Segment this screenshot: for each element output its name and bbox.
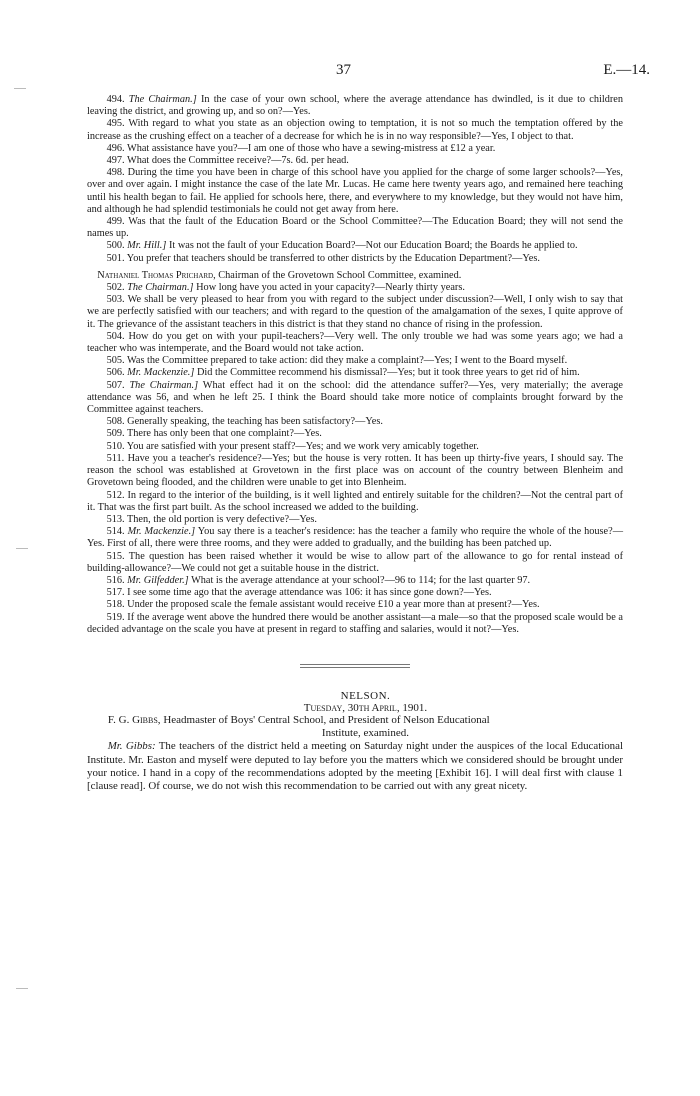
question-number: 497.: [106, 155, 125, 167]
question-519: [87, 612, 623, 636]
nelson-speaker: Mr. Gibbs:: [107, 740, 156, 753]
question-number: 514.: [106, 526, 125, 538]
question-text: Have you a teacher's residence?—Yes; but the house is very rotten. It has been up thirty-five years, I should say. The reason the school was established at Grovetown in the first place was on account of the country between Blenheim and Grovetown being flooded, and the children were unable to get into Blenheim.: [87, 452, 624, 489]
question-text: What is the average attendance at your school?—96 to 114; for the last quarter 97.: [191, 574, 531, 586]
margin-mark: [16, 988, 28, 989]
question-number: 496.: [106, 142, 125, 154]
question-512: [87, 490, 623, 514]
question-494: [87, 94, 623, 118]
question-516: [87, 575, 623, 587]
question-503: [87, 294, 623, 331]
question-number: 519.: [106, 611, 125, 623]
question-text: Was that the fault of the Education Board or the School Committee?—The Education Board; they will not send the names up.: [87, 216, 623, 240]
question-number: 500.: [106, 240, 125, 252]
evidence-section-1: [87, 94, 623, 265]
question-text: In the case of your own school, where the average attendance has dwindled, is it due to children leaving the district, and growing up, and so on?—Yes.: [87, 94, 623, 118]
question-text: How long have you acted in your capacity?—Nearly thirty years.: [196, 282, 465, 294]
question-text: Generally speaking, the teaching has been satisfactory?—Yes.: [127, 416, 383, 428]
question-number: 504.: [106, 330, 125, 342]
question-495: [87, 118, 623, 142]
question-text: You say there is a teacher's residence: has the teacher a family who require the whole of the house?—Yes. First of all, there were three rooms, and they were added to gradually, and the building has been patched up.: [87, 526, 623, 550]
question-text: Was the Committee prepared to take action: did they make a complaint?—Yes; I went to the Board myself.: [126, 355, 568, 367]
question-number: 511.: [106, 452, 125, 464]
witness-heading: [87, 270, 623, 282]
nelson-statement-text: The teachers of the district held a meeting on Saturday night under the auspices of the local Educational Institute. Mr. Easton and myself were deputed to lay before you the matters which we considered should be brought under your notice. I hand in a copy of the recommendations adopted by the meeting [Exhibit 16]. I will deal first with clause 1 [clause read]. Of course, we do not wish this recommendation to be carried out with any great nicety.: [87, 740, 623, 793]
question-510: [87, 441, 623, 453]
question-number: 499.: [106, 216, 125, 228]
nelson-witness-description-cont: Institute, examined.: [321, 727, 409, 740]
page-header: [0, 62, 700, 82]
question-514: [87, 526, 623, 550]
question-502: [87, 282, 623, 294]
question-number: 508.: [106, 416, 125, 428]
question-number: 510.: [106, 440, 125, 452]
question-497: [87, 155, 623, 167]
question-text: How do you get on with your pupil-teachers?—Very well. The only trouble we had was some years ago; we had a teacher who was intemperate, and the Board would not take action.: [87, 330, 623, 355]
evidence-section-2: [87, 282, 623, 636]
question-number: 495.: [106, 118, 125, 130]
question-number: 512.: [106, 489, 125, 501]
question-number: 503.: [106, 294, 125, 306]
page-body: [87, 94, 623, 794]
speaker: Mr. Mackenzie.]: [127, 526, 196, 538]
speaker: Mr. Gilfedder.]: [127, 574, 189, 586]
question-text: During the time you have been in charge of this school have you applied for the charge of some larger schools?—Yes, over and over again. I might instance the case of the late Mr. Lucas. He came here twenty years ago, and remained here teaching until his health began to fail. He applied for schools here, there, and everywhere to my knowledge, but they would not have him, and although he had splendid testimonials he could not get away from here.: [87, 167, 623, 215]
margin-mark: [16, 548, 28, 549]
question-499: [87, 216, 623, 240]
question-number: 502.: [106, 282, 125, 294]
question-number: 517.: [106, 587, 125, 599]
question-number: 513.: [106, 513, 125, 525]
question-496: [87, 143, 623, 155]
question-text: If the average went above the hundred there would be another assistant—a male—so that the proposed scale would be a decided advantage on the scale you have at present in regard to staffing and salaries, would it not?—Yes.: [87, 611, 624, 635]
question-text: It was not the fault of your Education Board?—Not our Education Board; the Boards he applied to.: [168, 240, 578, 252]
question-text: You are satisfied with your present staff?—Yes; and we work very amicably together.: [126, 440, 479, 452]
question-text: What effect had it on the school: did the attendance suffer?—Yes, very materially; the average attendance was 56, and when he left 25. I think the Board should take more notice of complaints brought forward by the Committee against teachers.: [87, 379, 623, 416]
question-number: 501.: [106, 252, 125, 264]
witness-description: Chairman of the Grovetown School Committee, examined.: [218, 269, 462, 281]
question-text: The question has been raised whether it would be wise to allow part of the allowance to go for rental instead of building-allowance?—We could not get a suitable house in the district.: [87, 550, 623, 574]
speaker: The Chairman.]: [128, 94, 197, 105]
question-text: What assistance have you?—I am one of those who have a sewing-mistress at £12 a year.: [126, 142, 496, 154]
question-text: Under the proposed scale the female assistant would receive £10 a year more than at present?—Yes.: [127, 599, 540, 611]
question-517: [87, 587, 623, 599]
question-text: We shall be very pleased to hear from you with regard to the subject under discussion?—Well, I only wish to say that we are perfectly satisfied with our teachers; and with regard to the question of the amalgamation of the sexes, I quite approve of it. The grievance of the assistant teachers in this district is that they stand no chance of rising in the profession.: [87, 294, 624, 330]
question-508: [87, 416, 623, 428]
question-number: 515.: [106, 550, 125, 562]
question-518: [87, 599, 623, 611]
question-text: Then, the old portion is very defective?—Yes.: [126, 513, 317, 525]
nelson-witness-heading: [87, 714, 623, 740]
question-text: You prefer that teachers should be transferred to other districts by the Education Department?—Yes.: [126, 252, 540, 264]
margin-mark: [14, 88, 26, 89]
question-number: 509.: [106, 428, 125, 440]
speaker: Mr. Hill.]: [127, 240, 167, 252]
question-number: 494.: [106, 94, 125, 105]
document-reference: E.—14.: [603, 62, 650, 78]
question-500: [87, 240, 623, 252]
question-text: I see some time ago that the average attendance was 106: it has since gone down?—Yes.: [127, 587, 492, 599]
question-text: In regard to the interior of the building, is it well lighted and entirely suitable for the children?—Not the central part of it. That was the first part built. As the school increased we added to the building.: [87, 489, 623, 513]
question-506: [87, 367, 623, 379]
question-513: [87, 514, 623, 526]
witness-name: Nathaniel Thomas Prichard,: [97, 269, 216, 281]
question-number: 498.: [106, 167, 125, 179]
date-heading: Tuesday, 30th April, 1901.: [303, 702, 428, 715]
nelson-witness-description: Headmaster of Boys' Central School, and President of Nelson Educational: [163, 714, 490, 727]
question-507: [87, 380, 623, 417]
question-498: [87, 167, 623, 216]
question-number: 516.: [106, 574, 125, 586]
place-heading: NELSON.: [340, 689, 391, 702]
question-504: [87, 331, 623, 355]
nelson-statement: [87, 740, 623, 793]
speaker: Mr. Mackenzie.]: [127, 367, 195, 379]
nelson-witness-name: F. G. Gibbs,: [107, 714, 161, 727]
section-divider: [300, 664, 410, 668]
question-number: 518.: [106, 599, 125, 611]
page-number: 37: [336, 62, 351, 78]
question-509: [87, 428, 623, 440]
question-text: With regard to what you state as an objection owing to temptation, it is not so much the temptation offered by the increase as the crushing effect on a teacher of a decrease for which he is in no way responsible?—Yes, I object to that.: [87, 118, 623, 142]
question-number: 507.: [106, 379, 125, 391]
question-515: [87, 551, 623, 575]
question-505: [87, 355, 623, 367]
question-text: Did the Committee recommend his dismissal?—Yes; but it took three years to get rid of him.: [196, 367, 580, 379]
question-511: [87, 453, 623, 490]
question-text: What does the Committee receive?—7s. 6d. per head.: [126, 155, 349, 167]
question-501: [87, 253, 623, 265]
question-text: There has only been that one complaint?—Yes.: [126, 428, 322, 440]
speaker: The Chairman.]: [127, 282, 194, 294]
question-number: 506.: [106, 367, 125, 379]
speaker: The Chairman.]: [129, 379, 199, 391]
question-number: 505.: [106, 355, 125, 367]
